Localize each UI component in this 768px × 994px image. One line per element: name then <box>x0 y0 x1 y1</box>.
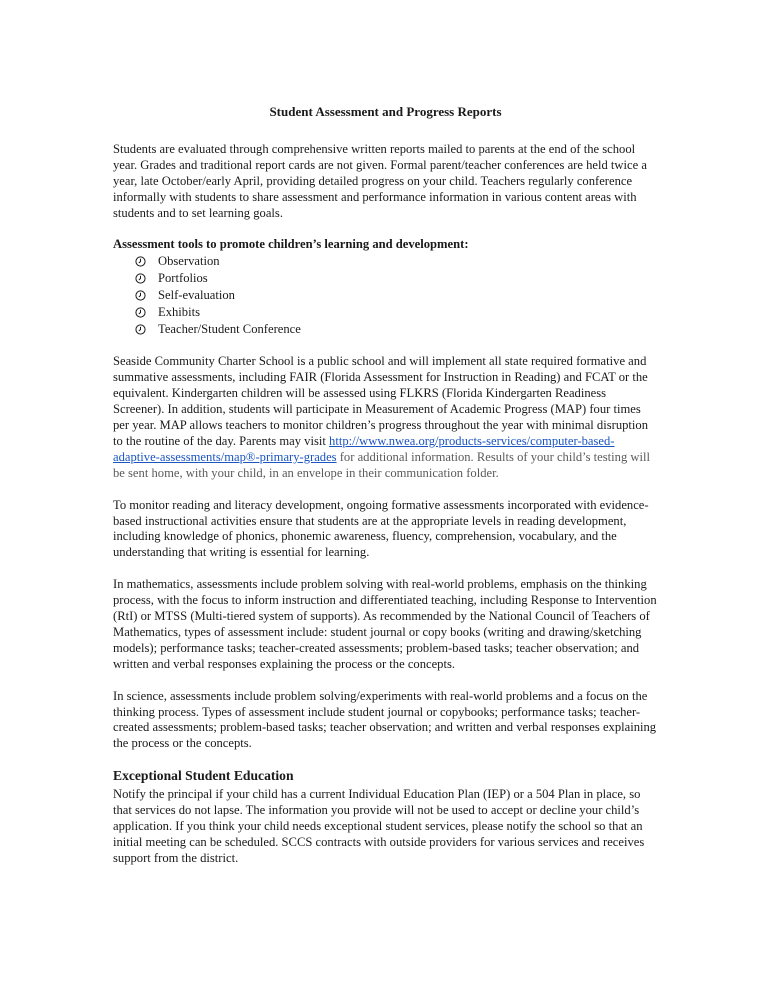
ese-heading: Exceptional Student Education <box>113 768 294 784</box>
state-assessment-text: Seaside Community Charter School is a public school and will implement all state required formative and summative assessments, including FAIR (Florida Assessment for Instruction in Reading) and FCAT or the equivalent. Kindergarten children will be assessed using FLKRS (Florida Kindergarten Readiness Screener). In addition, students will participate in Measurement of Academic Progress (MAP) four times per year. MAP allows teachers to monitor children’s progress throughout the year with minimal disruption to the routine of the day. Parents may visit <box>113 354 649 448</box>
state-assessment-paragraph <box>113 354 658 481</box>
list-item <box>135 287 658 304</box>
document-page <box>113 104 658 867</box>
list-item <box>135 321 658 338</box>
list-item-label: Portfolios <box>158 270 208 285</box>
clock-icon <box>135 273 146 284</box>
list-item <box>135 270 658 287</box>
list-item <box>135 304 658 321</box>
list-item-label: Observation <box>158 253 220 268</box>
list-item-label: Self-evaluation <box>158 287 235 302</box>
clock-icon <box>135 256 146 267</box>
list-item-label: Teacher/Student Conference <box>158 321 301 336</box>
ese-paragraph: Notify the principal if your child has a current Individual Education Plan (IEP) or a 504 Plan in place, so that services do not lapse. The information you provide will not be used to accept or decline your child’s application. If you think your child needs exceptional student services, please notify the school so that an initial meeting can be scheduled. SCCS contracts with outside providers for various services and receives support from the district. <box>113 787 645 865</box>
assessment-tools-list <box>113 253 658 338</box>
list-item-label: Exhibits <box>158 304 200 319</box>
reading-paragraph: To monitor reading and literacy development, ongoing formative assessments incorporated with evidence-based instructional activities ensure that students are at the appropriate levels in reading development, including knowledge of phonics, phonemic awareness, fluency, comprehension, vocabulary, and the understanding that writing is essential for learning. <box>113 497 649 560</box>
clock-icon <box>135 307 146 318</box>
state-assessment-followup: for additional information. Results of your child’s testing will be sent home, with your child, in an envelope in their communication folder. <box>113 449 650 480</box>
nwea-map-link[interactable]: http://www.nwea.org/products-services/computer-based-adaptive-assessments/map®-primary-grades <box>113 433 615 464</box>
math-paragraph: In mathematics, assessments include problem solving with real-world problems, emphasis on the thinking process, with the focus to inform instruction and differentiated teaching, including Response to Intervention (RtI) or MTSS (Multi-tiered system of supports). As recommended by the National Council of Teachers of Mathematics, types of assessment include: student journal or copy books (writing and drawing/sketching models); performance tasks; teacher-created assessments; problem-based tasks; teacher observation; and written and verbal responses explaining the process or the concepts. <box>113 577 657 671</box>
page-title: Student Assessment and Progress Reports <box>269 104 502 119</box>
clock-icon <box>135 324 146 335</box>
list-item <box>135 253 658 270</box>
assessment-tools-heading: Assessment tools to promote children’s learning and development: <box>113 237 469 252</box>
clock-icon <box>135 290 146 301</box>
science-paragraph: In science, assessments include problem solving/experiments with real-world problems and a focus on the thinking process. Types of assessment include student journal or copybooks; performance tasks; teacher-created assessments; problem-based tasks; teacher observation; and written and verbal responses explaining the process or the concepts. <box>113 688 657 751</box>
intro-paragraph: Students are evaluated through comprehensive written reports mailed to parents at the end of the school year. Grades and traditional report cards are not given. Formal parent/teacher conferences are held twice a year, late October/early April, providing detailed progress on your child. Teachers regularly conference informally with students to share assessment and performance information in various content areas with students and to set learning goals. <box>113 141 647 220</box>
